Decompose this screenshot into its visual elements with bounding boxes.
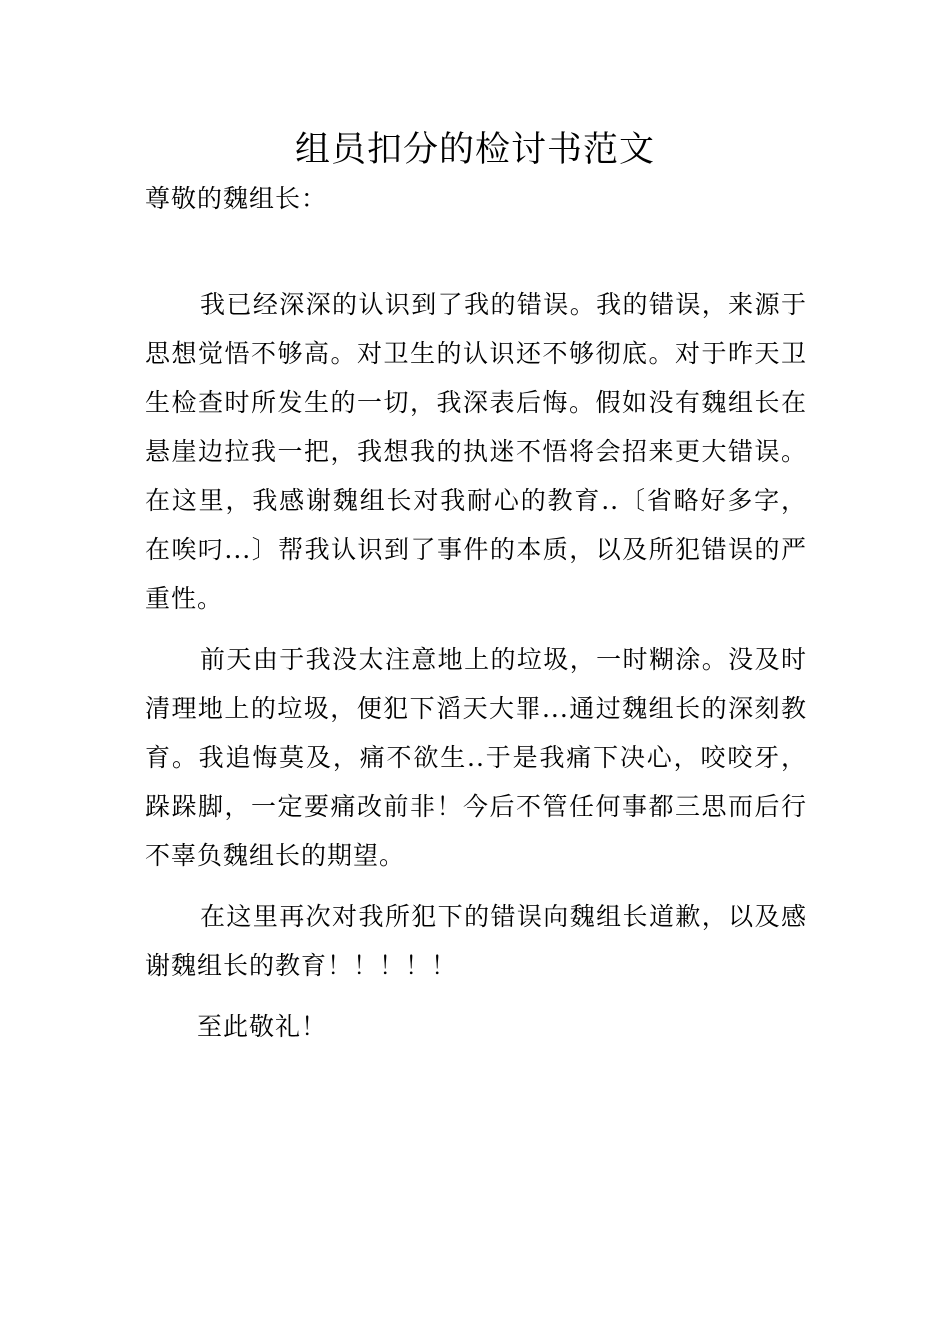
paragraph-incident: 前天由于我没太注意地上的垃圾，一时糊涂。没及时清理地上的垃圾，便犯下滔天大罪...通过魏组长的深刻教育。我追悔莫及，痛不欲生..于是我痛下决心，咬咬牙，跺跺脚，一定要痛改前非！今后不管任何事都三思而后行不辜负魏组长的期望。 [145, 645, 807, 870]
closing-line: 至此敬礼！ [197, 1012, 328, 1041]
document-title: 组员扣分的检讨书范文 [294, 130, 655, 170]
paragraph-thanks: 在这里再次对我所犯下的错误向魏组长道歉，以及感谢魏组长的教育！！！！！ [145, 902, 807, 980]
letter-body [145, 280, 807, 1051]
salutation: 尊敬的魏组长： [145, 184, 328, 213]
paragraph-apology: 我已经深深的认识到了我的错误。我的错误，来源于思想觉悟不够高。对卫生的认识还不够彻底。对于昨天卫生检查时所发生的一切，我深表后悔。假如没有魏组长在悬崖边拉我一把，我想我的执迷不悟将会招来更大错误。在这里，我感谢魏组长对我耐心的教育..〔省略好多字，在唉叼...〕帮我认识到了事件的本质，以及所犯错误的严重性。 [145, 290, 807, 613]
